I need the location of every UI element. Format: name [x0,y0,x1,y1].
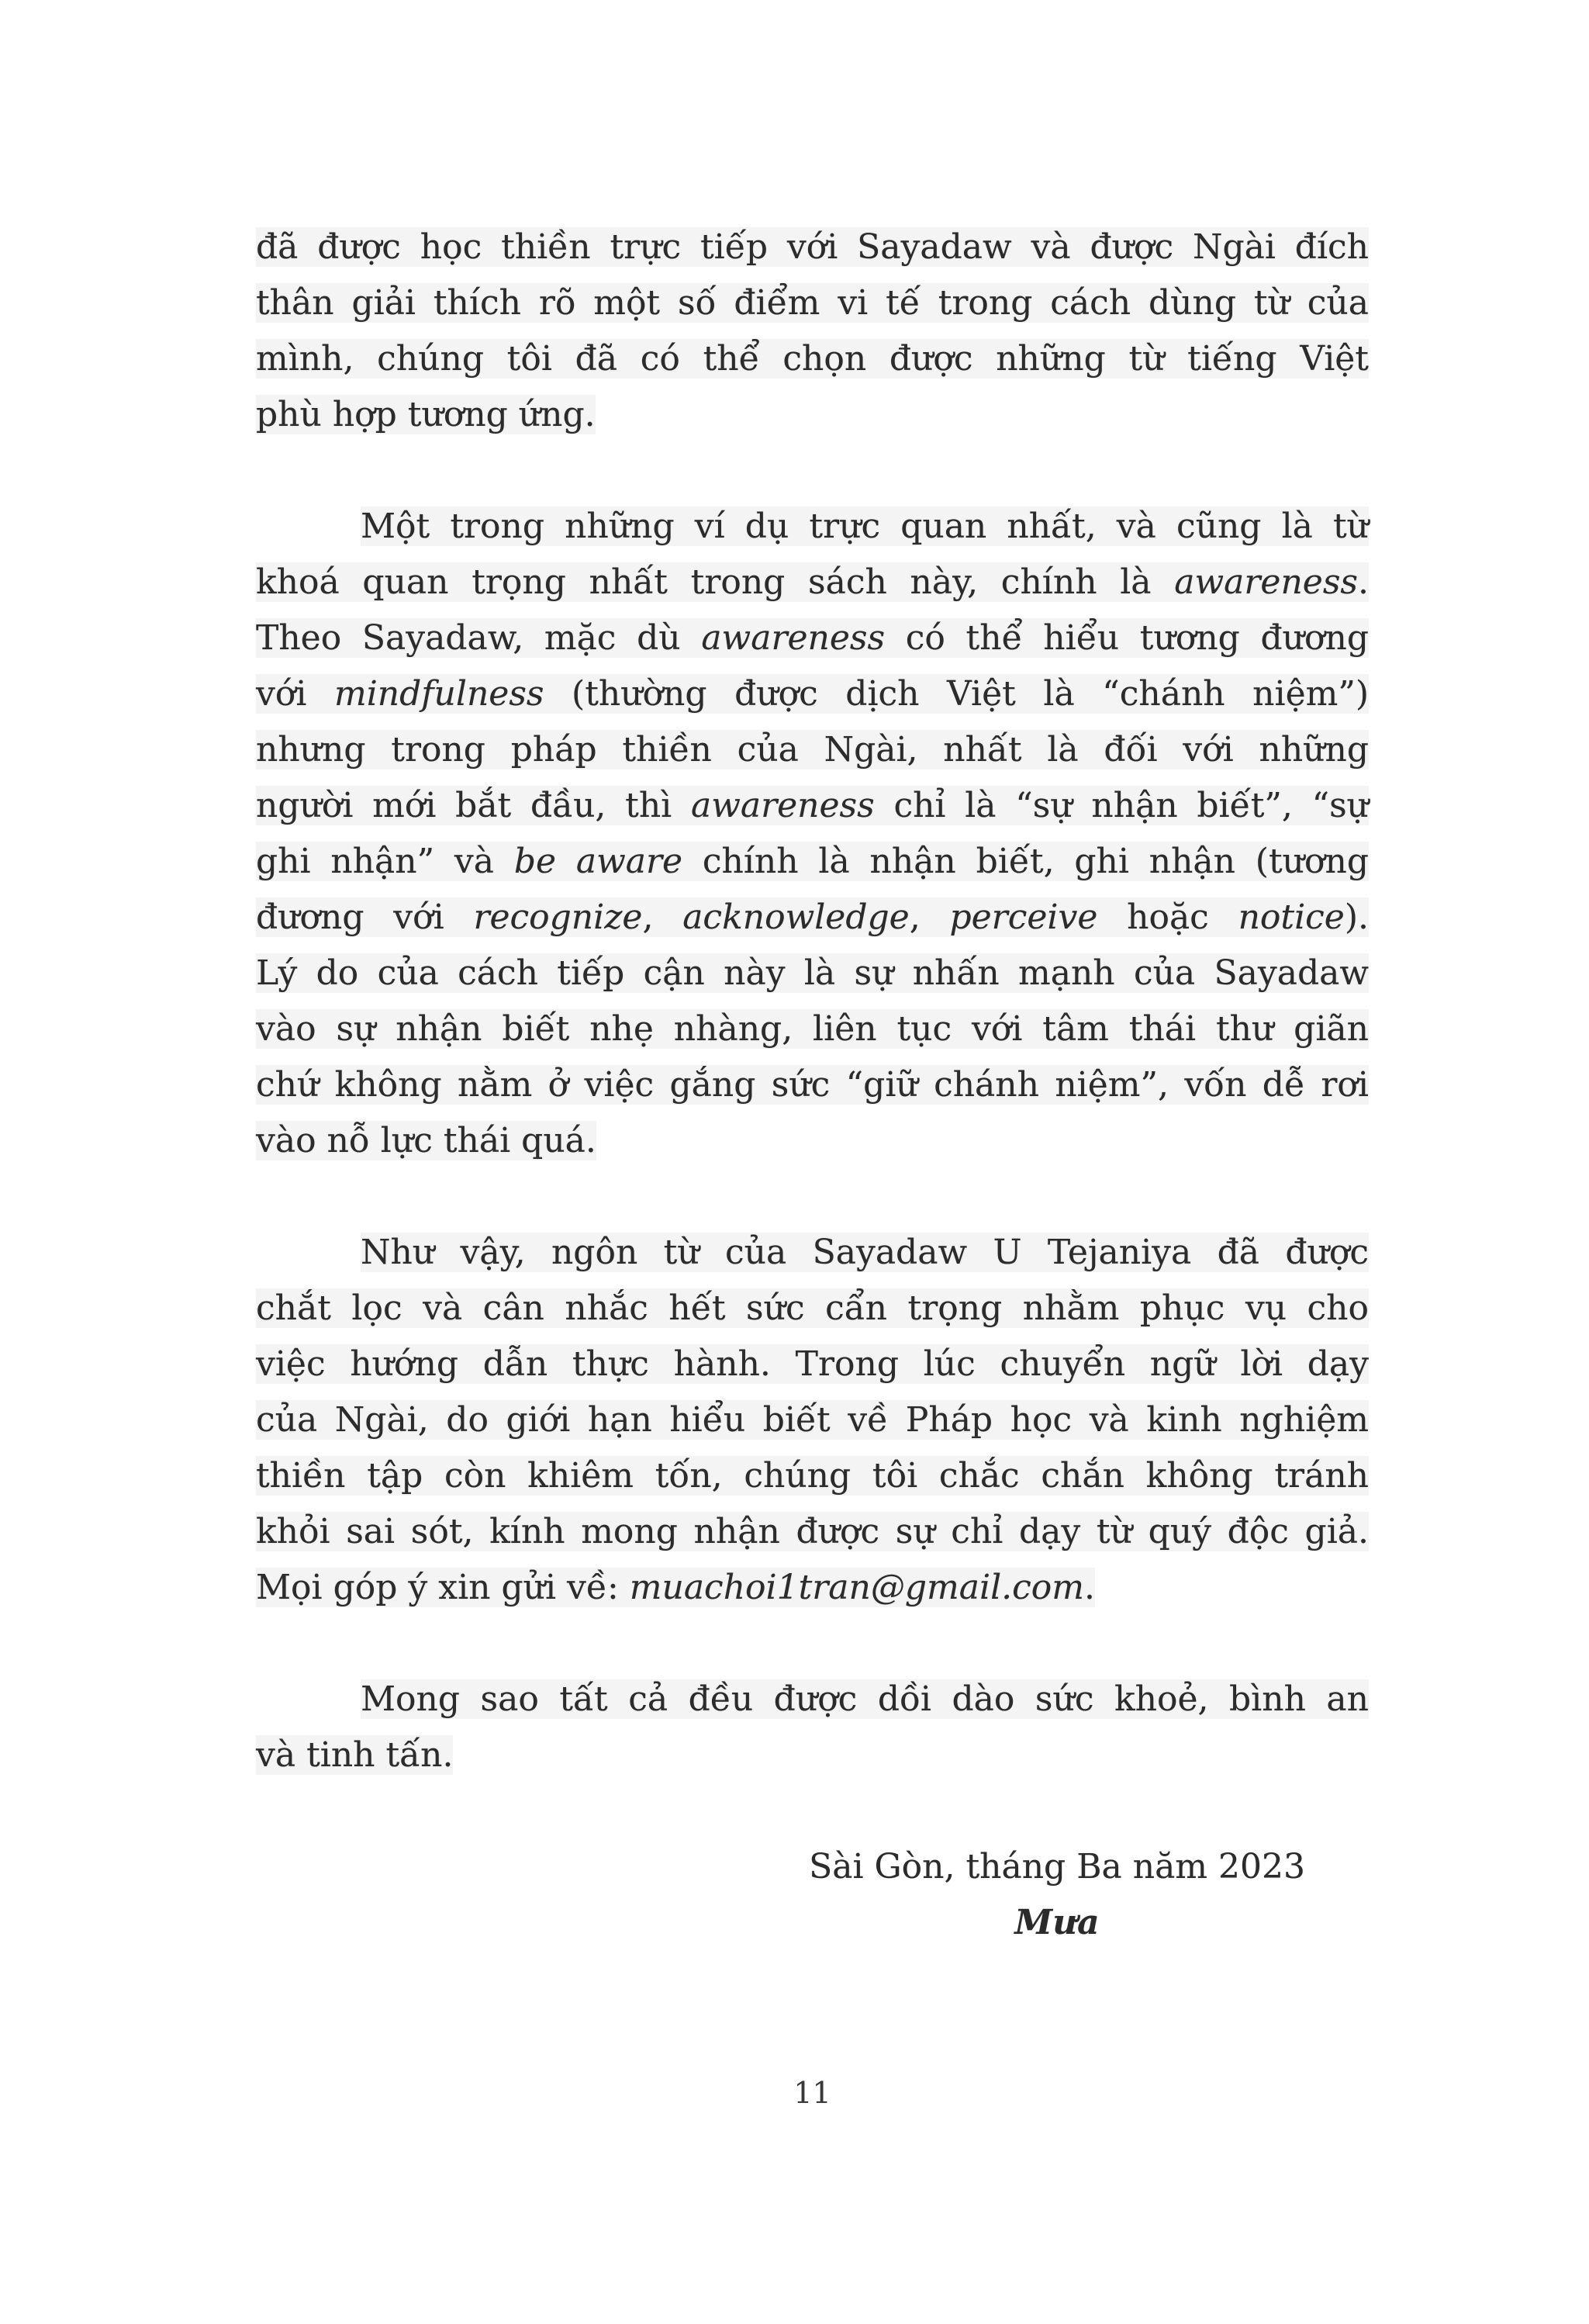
text-run: thân giải thích rõ một số điểm vi tế trong cách dùng từ của [256,283,1369,323]
text-line [256,220,1369,275]
italic-run: be aware [513,842,683,881]
text-line [256,666,1369,722]
text-line [256,1392,1369,1448]
text-run: Mong sao tất cả đều được dồi dào sức khoẻ, bình an [361,1679,1369,1719]
text-line [256,387,1369,443]
text-line [256,722,1369,778]
text-run: Lý do của cách tiếp cận này là sự nhấn mạnh của Sayadaw [256,953,1369,993]
text-line [256,1504,1369,1560]
text-run: Theo Sayadaw, mặc dù awareness có thể hiểu tương đương [256,618,1369,658]
text-line [256,1225,1369,1281]
text-line [256,1337,1369,1392]
page-body [256,220,1369,1951]
text-line [256,1560,1369,1616]
text-line [256,834,1369,890]
text-run: Một trong những ví dụ trực quan nhất, và cũng là từ [361,507,1369,546]
text-run: khoá quan trọng nhất trong sách này, chính là awareness. [256,562,1369,602]
text-run: Mọi góp ý xin gửi về: muachoi1tran@gmail.com. [256,1568,1095,1607]
text-line [256,1001,1369,1057]
text-run: ghi nhận” và be aware chính là nhận biết, ghi nhận (tương [256,842,1369,881]
italic-run: perceive [949,897,1098,937]
text-run: Như vậy, ngôn từ của Sayadaw U Tejaniya đã được [361,1233,1369,1272]
italic-run: awareness [690,786,875,825]
text-line [256,1448,1369,1504]
text-run: vào nỗ lực thái quá. [256,1121,596,1160]
text-line [256,890,1369,946]
text-run: khỏi sai sót, kính mong nhận được sự chỉ dạy từ quý độc giả. [256,1512,1369,1551]
text-run: phù hợp tương ứng. [256,395,596,434]
text-run: của Ngài, do giới hạn hiểu biết về Pháp học và kinh nghiệm [256,1400,1369,1440]
text-line [256,1113,1369,1169]
text-run: đã được học thiền trực tiếp với Sayadaw và được Ngài đích [256,227,1369,267]
text-line [256,555,1369,610]
italic-run: muachoi1tran@gmail.com [629,1568,1084,1607]
closing-place-date: Sài Gòn, tháng Ba năm 2023 [809,1847,1305,1887]
text-line [256,275,1369,331]
italic-run: awareness [701,618,886,658]
paragraph [256,1225,1369,1616]
text-run: vào sự nhận biết nhẹ nhàng, liên tục với tâm thái thư giãn [256,1009,1369,1049]
italic-run: notice [1238,897,1345,937]
page-number: 11 [793,2076,831,2110]
text-line [256,1727,1369,1783]
italic-run: awareness [1174,562,1358,602]
italic-run: mindfulness [333,674,544,714]
italic-run: acknowledge [682,897,910,937]
author-signature: Mưa [1014,1903,1100,1942]
text-line [256,499,1369,555]
paragraph [256,220,1369,443]
closing-block [809,1839,1305,1951]
text-line [256,1057,1369,1113]
text-run: với mindfulness (thường được dịch Việt là “chánh niệm”) [256,674,1370,714]
text-line [256,778,1369,834]
text-line [256,946,1369,1001]
text-run: thiền tập còn khiêm tốn, chúng tôi chắc chắn không tránh [256,1456,1369,1496]
text-run: và tinh tấn. [256,1735,454,1775]
text-run: chứ không nằm ở việc gắng sức “giữ chánh niệm”, vốn dễ rơi [256,1065,1369,1105]
text-line [256,1281,1369,1337]
text-line [256,610,1369,666]
text-run: đương với recognize, acknowledge, perceive hoặc notice). [256,897,1369,937]
text-line [256,1672,1369,1727]
paragraph [256,1672,1369,1783]
paragraph [256,499,1369,1169]
text-run: mình, chúng tôi đã có thể chọn được những từ tiếng Việt [256,339,1369,379]
text-run: chắt lọc và cân nhắc hết sức cẩn trọng nhằm phục vụ cho [256,1288,1369,1328]
text-run: người mới bắt đầu, thì awareness chỉ là “sự nhận biết”, “sự [256,786,1369,825]
text-run: nhưng trong pháp thiền của Ngài, nhất là đối với những [256,730,1369,769]
text-line [256,331,1369,387]
italic-run: recognize [473,897,643,937]
text-run: việc hướng dẫn thực hành. Trong lúc chuyển ngữ lời dạy [256,1344,1369,1384]
